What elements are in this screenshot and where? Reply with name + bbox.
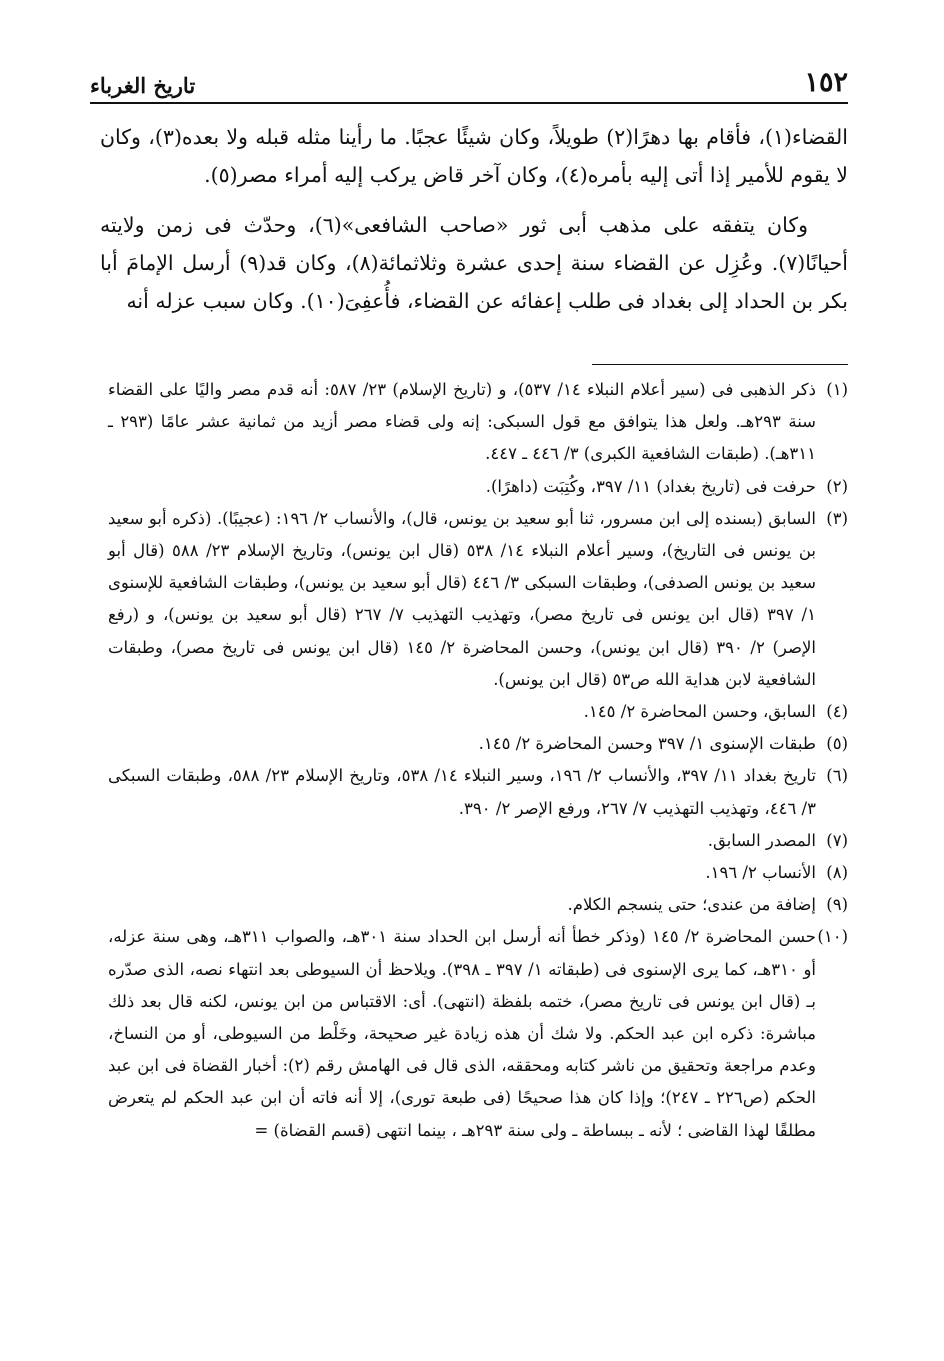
footnote [108,921,848,1146]
footnote [108,857,848,889]
footnote [108,696,848,728]
footnote-text: حسن المحاضرة ٢/ ١٤٥ (وذكر خطأ أنه أرسل ابن الحداد سنة ٣٠١هـ، والصواب ٣١١هـ، وهى سنة عزله، أو ٣١٠هـ، كما يرى الإسنوى فى (طبقاته ١/ ٣٩٧ ـ ٣٩٨). ويلاحظ أن السيوطى بعد انتهاء نصه، الذى صدّره بـ (قال ابن يونس فى تاريخ مصر)، ختمه بلفظة (انتهى). أى: الاقتباس من ابن يونس، لكنه قال بعد ذلك مباشرة: ذكره ابن عبد الحكم. ولا شك أن هذه زيادة غير صحيحة، وخَلْط من السيوطى، أو من النساخ، وعدم مراجعة وتحقيق من ناشر كتابه ومحققه، الذى قال فى الهامش رقم (٢): أخبار القضاة فى ابن عبد الحكم (ص٢٢٦ ـ ٢٤٧)؛ وإذا كان هذا صحيحًا (فى طبعة تورى)، إلا أنه فاته أن ابن عبد الحكم لم يتعرض مطلقًا لهذا القاضى ؛ لأنه ـ ببساطة ـ ولى سنة ٢٩٣هـ ، بينما انتهى (قسم القضاة) = [108,927,817,1140]
footnotes [108,374,848,1147]
footnote-number: (٩) [826,895,848,915]
footnote [108,760,848,824]
footnote-number: (٨) [826,863,848,883]
footnote-number: (٤) [826,702,848,722]
footnote-number: (١٠) [817,927,848,947]
body-paragraph: وكان يتفقه على مذهب أبى ثور «صاحب الشافعى»(٦)، وحدّث فى زمن ولايته أحيانًا(٧). وعُزِل عن القضاء سنة إحدى عشرة وثلاثمائة(٨)، وكان قد(٩) أرسل الإمامَ أبا بكر بن الحداد إلى بغداد فى طلب إعفائه عن القضاء، فأُعفِىَ(١٠). وكان سبب عزله أنه [100,213,848,313]
footnote [108,471,848,503]
footnote-text: ذكر الذهبى فى (سير أعلام النبلاء ١٤/ ٥٣٧)، و (تاريخ الإسلام) ٢٣/ ٥٨٧: أنه قدم مصر واليًا على القضاء سنة ٢٩٣هـ. ولعل هذا يتوافق مع قول السبكى: إنه ولى قضاء مصر أزيد من ثمانية عشر عامًا (٢٩٣ ـ ٣١١هـ). (طبقات الشافعية الكبرى) ٣/ ٤٤٦ ـ ٤٤٧. [108,380,817,464]
footnote-text: إضافة من عندى؛ حتى ينسجم الكلام. [567,895,816,915]
footnote [108,889,848,921]
main-text [100,118,848,320]
body-paragraph: القضاء(١)، فأقام بها دهرًا(٢) طويلاً، وكان شيئًا عجبًا. ما رأينا مثله قبله ولا بعده(٣)، وكان لا يقوم للأمير إذا أتى إليه بأمره(٤)، وكان آخر قاض يركب إليه أمراء مصر(٥). [100,125,849,187]
footnote [108,825,848,857]
footnote [108,503,848,696]
footnote-number: (٢) [826,476,848,496]
footnote-number: (٥) [826,734,848,754]
footnote-number: (٦) [826,766,848,786]
page-header [90,64,848,104]
footnote-text: المصدر السابق. [707,830,816,850]
page-number: ١٥٢ [804,67,848,98]
footnote [108,728,848,760]
footnote-text: السابق (بسنده إلى ابن مسرور، ثنا أبو سعيد بن يونس، قال)، والأنساب ٢/ ١٩٦: (عجيبًا). (ذكره أبو سعيد بن يونس فى التاريخ)، وسير أعلام النبلاء ١٤/ ٥٣٨ (قال ابن يونس)، وتاريخ الإسلام ٢٣/ ٥٨٨ (قال أبو سعيد بن يونس الصدفى)، وطبقات السبكى ٣/ ٤٤٦ (قال أبو سعيد بن يونس)، وطبقات الشافعية للإسنوى ١/ ٣٩٧ (قال ابن يونس فى تاريخ مصر)، وتهذيب التهذيب ٧/ ٢٦٧ (قال أبو سعيد بن يونس)، و (رفع الإصر) ٢/ ٣٩٠ (قال ابن يونس)، وحسن المحاضرة ٢/ ١٤٥ (قال ابن يونس فى تاريخ مصر)، وطبقات الشافعية لابن هداية الله ص٥٣ (قال ابن يونس). [108,508,817,689]
footnote-text: السابق، وحسن المحاضرة ٢/ ١٤٥. [583,702,816,722]
footnote [108,374,848,471]
footnote-number: (١) [826,380,848,399]
footnote-separator [592,364,848,365]
footnote-number: (٧) [826,830,848,850]
running-title: تاريخ الغرباء [90,73,196,98]
footnote-text: الأنساب ٢/ ١٩٦. [705,863,816,883]
footnote-number: (٣) [826,508,848,528]
footnote-text: طبقات الإسنوى ١/ ٣٩٧ وحسن المحاضرة ٢/ ١٤٥. [478,734,816,754]
footnote-text: حرفت فى (تاريخ بغداد) ١١/ ٣٩٧، وكُتِبَت (داهرًا). [485,476,816,496]
footnote-text: تاريخ بغداد ١١/ ٣٩٧، والأنساب ٢/ ١٩٦، وسير النبلاء ١٤/ ٥٣٨، وتاريخ الإسلام ٢٣/ ٥٨٨، وطبقات السبكى ٣/ ٤٤٦، وتهذيب التهذيب ٧/ ٢٦٧، ورفع الإصر ٢/ ٣٩٠. [108,766,816,818]
